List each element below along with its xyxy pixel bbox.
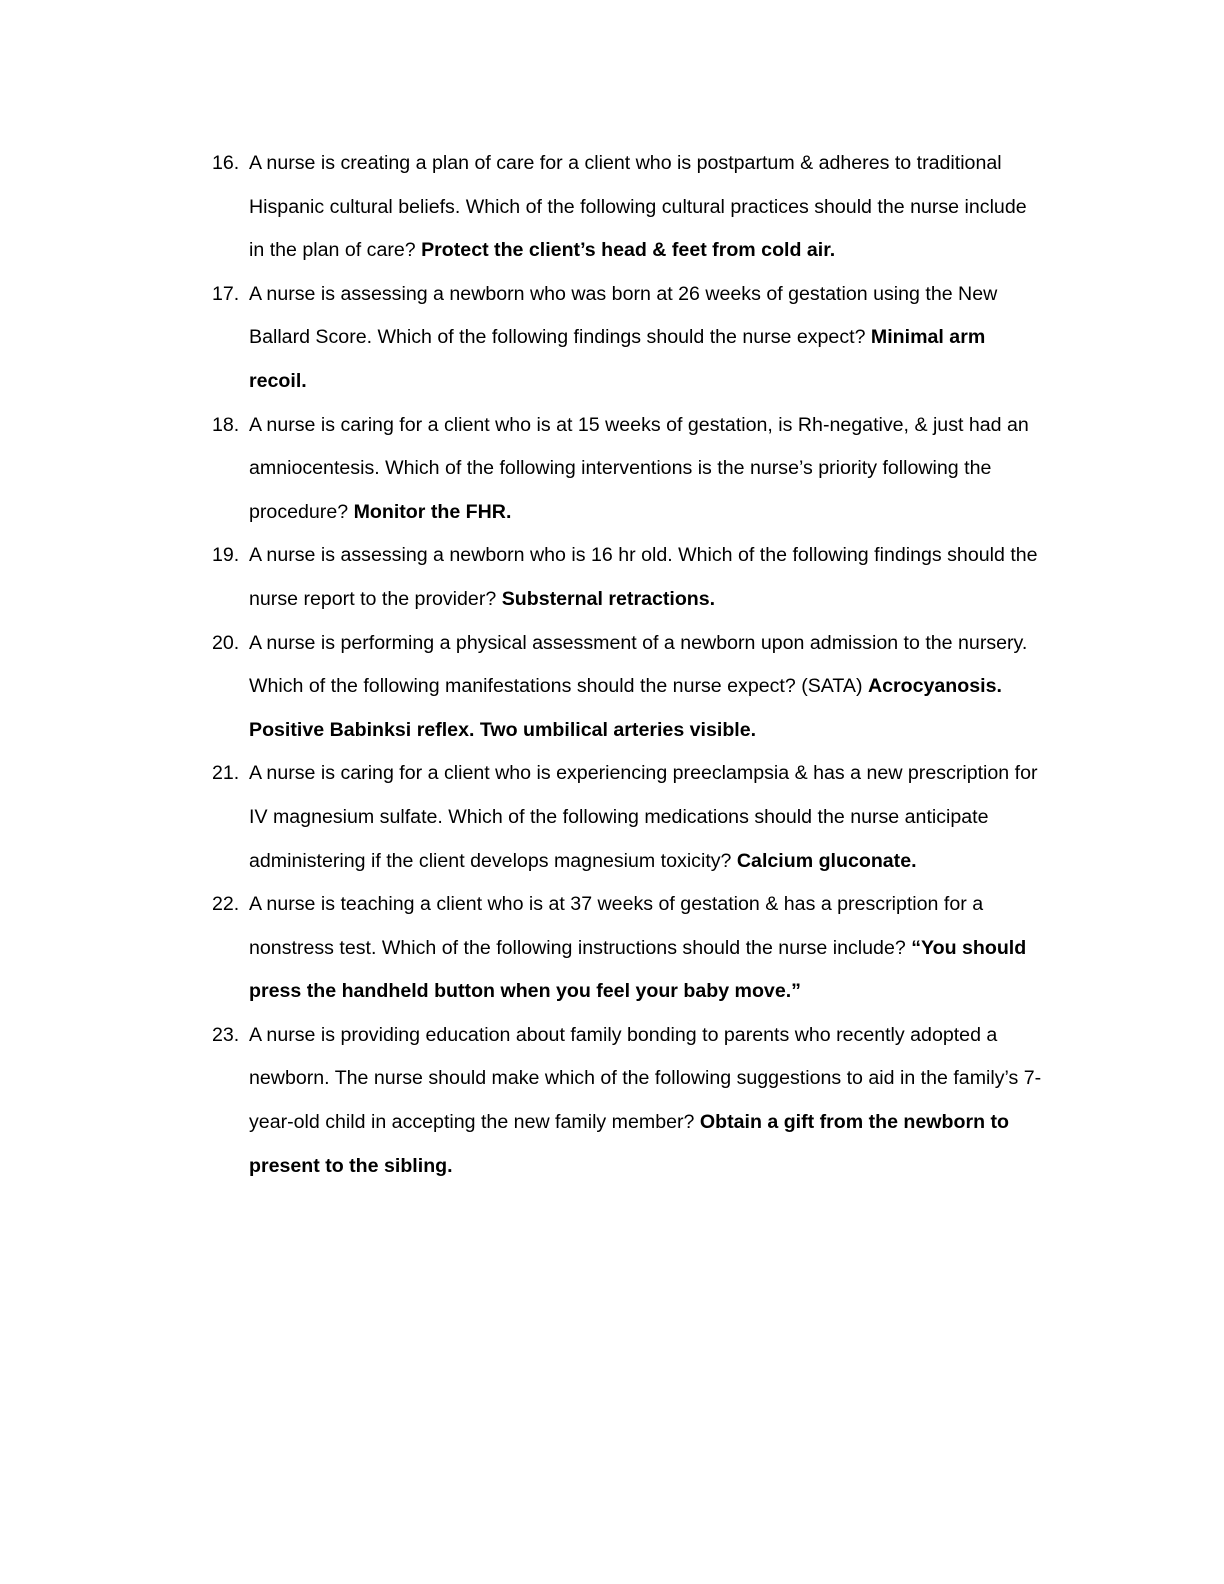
question-number: 20. — [212, 631, 240, 654]
question-answer: Obtain a gift from the newborn to present to the sibling. — [249, 1111, 1010, 1177]
question-item — [212, 1014, 1042, 1188]
question-answer: “You should press the handheld button when you feel your baby move.” — [249, 936, 1027, 1003]
question-item — [212, 883, 1042, 1014]
question-number: 17. — [212, 282, 240, 305]
question-item — [212, 534, 1042, 621]
question-item — [212, 752, 1042, 883]
question-number: 19. — [212, 544, 240, 567]
question-text: A nurse is creating a plan of care for a client who is postpartum & adheres to traditional Hispanic cultural beliefs. Which of the following cultural practices should the nurse include in the plan of care? — [249, 152, 1027, 262]
question-item — [212, 622, 1042, 753]
question-answer: Protect the client’s head & feet from cold air. — [421, 239, 836, 262]
question-item — [212, 142, 1042, 273]
question-text: A nurse is teaching a client who is at 37 weeks of gestation & has a prescription for a nonstress test. Which of the following instructions should the nurse include? — [249, 893, 984, 959]
question-answer: Substernal retractions. — [501, 587, 716, 610]
question-number: 21. — [212, 762, 240, 785]
question-text: A nurse is providing education about family bonding to parents who recently adopted a newborn. The nurse should make which of the following suggestions to aid in the family’s 7-year-old child in accepting the new family member? — [249, 1023, 1042, 1134]
question-number: 18. — [212, 413, 240, 436]
question-answer: Minimal arm recoil. — [249, 326, 986, 392]
question-text: A nurse is assessing a newborn who was born at 26 weeks of gestation using the New Ballard Score. Which of the following findings should the nurse expect? — [249, 282, 998, 349]
question-item — [212, 273, 1042, 404]
question-answer: Calcium gluconate. — [736, 849, 917, 872]
question-text: A nurse is caring for a client who is at 15 weeks of gestation, is Rh-negative, & just had an amniocentesis. Which of the following interventions is the nurse’s priority following the procedure? — [249, 413, 1029, 523]
question-list — [212, 142, 1042, 1188]
question-answer: Monitor the FHR. — [353, 500, 512, 523]
question-text: A nurse is assessing a newborn who is 16 hr old. Which of the following findings should the nurse report to the provider? — [249, 544, 1038, 610]
question-answer: Acrocyanosis. Positive Babinksi reflex. Two umbilical arteries visible. — [249, 675, 1002, 741]
question-text: A nurse is caring for a client who is experiencing preeclampsia & has a new prescription for IV magnesium sulfate. Which of the following medications should the nurse anticipate administering if the client develops magnesium toxicity? — [249, 762, 1038, 872]
question-item — [212, 404, 1042, 535]
question-number: 22. — [212, 893, 240, 916]
question-text: A nurse is performing a physical assessment of a newborn upon admission to the nursery. Which of the following manifestations should the nurse expect? (SATA) — [249, 631, 1028, 698]
question-number: 23. — [212, 1023, 240, 1046]
question-number: 16. — [212, 152, 240, 174]
